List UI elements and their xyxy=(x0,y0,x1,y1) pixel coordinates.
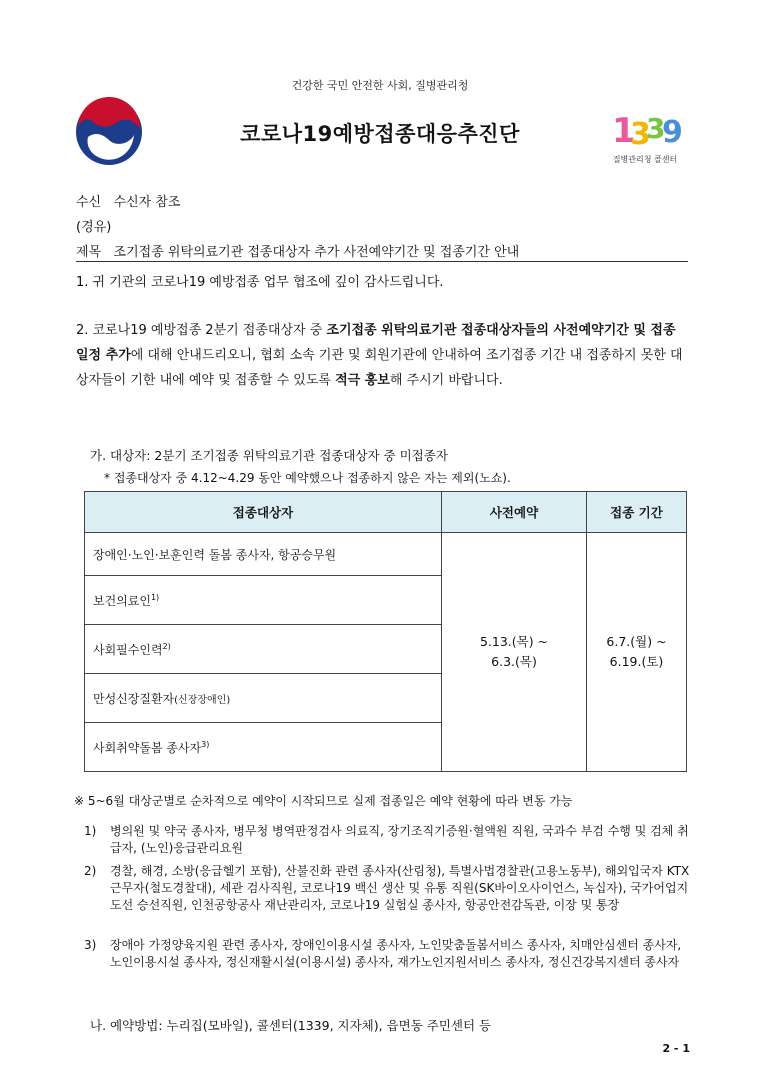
paragraph-2-number: 2. xyxy=(76,323,89,338)
callcenter-1339-logo xyxy=(608,98,683,168)
paragraph-2: 2. 코로나19 예방접종 2분기 접종대상자 중 조기접종 위탁의료기관 접종대상자들의 사전예약기간 및 접종일정 추가에 대해 안내드리오니, 협회 소속 기관 및 회원기관에 안내하여 조기접종 기간 내 접종하지 못한 대상자들이 기한 내에 예약 및 접종할 수 있도록 적극 홍보해 주시기 바랍니다. xyxy=(76,323,683,388)
page-title: 코로나19예방접종대응추진단 xyxy=(240,122,520,146)
subject-line xyxy=(76,241,519,260)
footnote-3: 3) 장애아 가정양육지원 관련 종사자, 장애인이용시설 종사자, 노인맞춤돌봄서비스 종사자, 치매안심센터 종사자, 노인이용시설 종사자, 정신재활시설(이용시설) 종사자, 재가노인지원서비스 종사자, 정신건강복지센터 종사자 xyxy=(84,938,682,969)
target-cell: 만성신장질환자(신장장애인) xyxy=(85,674,442,723)
section-ga: 가. 대상자: 2분기 조기접종 위탁의료기관 접종대상자 중 미접종자 xyxy=(90,448,448,463)
header-reservation: 사전예약 xyxy=(442,492,587,533)
subject-label: 제목 xyxy=(76,245,102,260)
recipient-value: 수신자 참조 xyxy=(113,195,181,210)
target-cell: 장애인·노인·보훈인력 돌봄 종사자, 항공승무원 xyxy=(85,533,442,576)
table-header-row xyxy=(85,492,687,533)
page-number: 2 - 1 xyxy=(662,1042,690,1055)
paragraph-1: 1. 귀 기관의 코로나19 예방접종 업무 협조에 깊이 감사드립니다. xyxy=(76,275,444,290)
highlight-promotion: 적극 홍보 xyxy=(335,373,390,388)
period-cell: 6.7.(월) ~ 6.19.(토) xyxy=(587,533,687,772)
subject-divider xyxy=(76,261,688,262)
variation-note: ※ 5~6월 대상군별로 순차적으로 예약이 시작되므로 실제 접종일은 예약 현황에 따라 변동 가능 xyxy=(74,794,573,808)
svg-text:3: 3 xyxy=(630,117,651,152)
footnote-2: 2) 경찰, 해경, 소방(응급헬기 포함), 산불진화 관련 종사자(산림청), 특별사법경찰관(고용노동부), 해외입국자 KTX 근무자(철도경찰대), 세관 검사직원, 코로나19 백신 생산 및 유통 직원(SK바이오사이언스, 녹십자), 국가어업지도선 승선직원, 인천공항공사 재난관리자, 코로나19 실험실 종사자, 항공안전감독관, 이장 및 통장 xyxy=(84,864,690,912)
logo-caption: 질병관리청 콜센터 xyxy=(612,155,678,164)
section-ga-note: * 접종대상자 중 4.12~4.29 동안 예약했으나 접종하지 않은 자는 제외(노쇼). xyxy=(104,471,511,485)
recipient-label: 수신 xyxy=(76,195,102,210)
reservation-cell: 5.13.(목) ~ 6.3.(목) xyxy=(442,533,587,772)
schedule-table xyxy=(84,491,687,772)
footnote-1: 1) 병의원 및 약국 종사자, 병무청 병역판정검사 의료직, 장기조직기증원·혈액원 직원, 국과수 부검 수행 및 검체 취급자, (노인)응급관리요원 xyxy=(84,824,689,855)
header-target: 접종대상자 xyxy=(85,492,442,533)
recipient-line xyxy=(76,191,180,210)
subject-value: 조기접종 위탁의료기관 접종대상자 추가 사전예약기간 및 접종기간 안내 xyxy=(113,245,520,260)
government-emblem-logo xyxy=(74,97,144,167)
svg-text:3: 3 xyxy=(646,112,666,145)
svg-text:9: 9 xyxy=(662,115,683,150)
via-line: (경유) xyxy=(76,220,112,235)
header-period: 접종 기간 xyxy=(587,492,687,533)
svg-text:1: 1 xyxy=(612,111,636,151)
slogan: 건강한 국민 안전한 사회, 질병관리청 xyxy=(291,79,469,92)
table-row xyxy=(85,533,687,576)
target-cell: 보건의료인$^{1)}$ xyxy=(85,576,442,625)
target-cell: 사회필수인력$^{2)}$ xyxy=(85,625,442,674)
section-na: 나. 예약방법: 누리집(모바일), 콜센터(1339, 지자체), 읍면동 주민센터 등 xyxy=(90,1018,492,1033)
target-cell: 사회취약돌봄 종사자$^{3)}$ xyxy=(85,723,442,772)
highlight-schedule: 조기접종 위탁의료기관 접종대상자들의 사전예약기간 및 접종일정 추가 xyxy=(76,323,676,363)
